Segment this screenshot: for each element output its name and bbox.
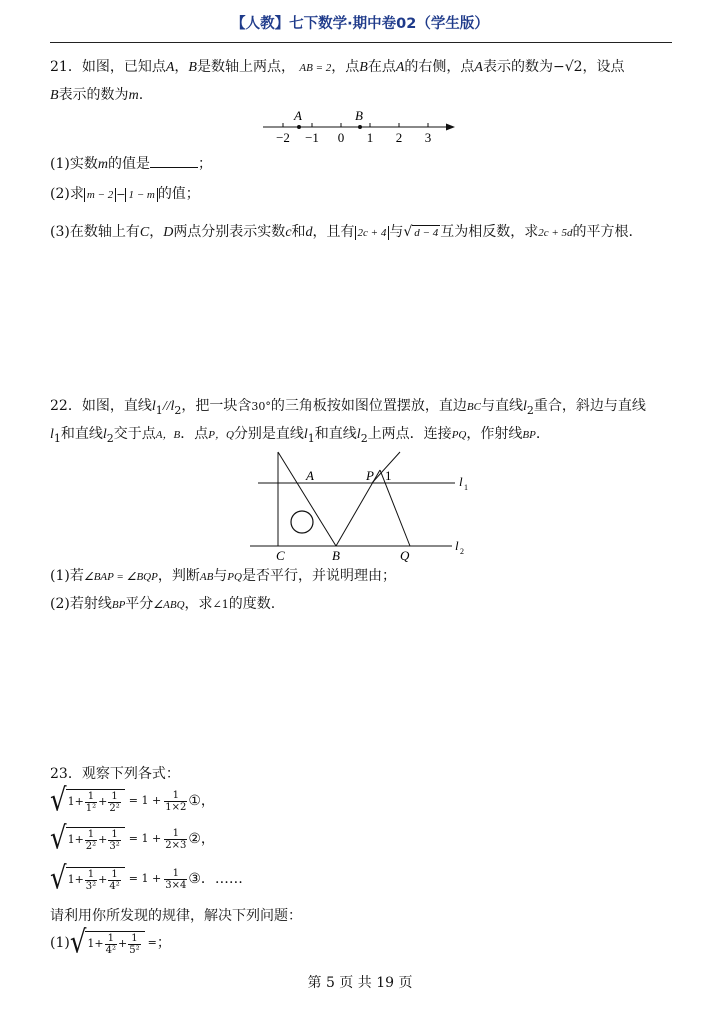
q21-sub3-text: 两点分别表示实数 bbox=[173, 224, 286, 240]
sqrt-radicand bbox=[66, 827, 125, 852]
sqrt-radicand bbox=[66, 867, 125, 892]
q22-line1 bbox=[50, 396, 646, 421]
q22-text: 上两点．连接 bbox=[367, 426, 452, 442]
equals-term: = 1 + bbox=[128, 832, 162, 845]
q23-sub1 bbox=[50, 925, 171, 961]
axis-tick-label: 3 bbox=[424, 130, 432, 145]
parallel-symbol: // bbox=[162, 399, 171, 414]
sqrt-symbol: √ bbox=[403, 224, 413, 240]
subscript: 2 bbox=[526, 403, 534, 417]
numerator: 1 bbox=[85, 869, 97, 881]
denominator: 3² bbox=[85, 880, 97, 892]
label-p: P bbox=[366, 468, 374, 483]
denominator: 4² bbox=[109, 880, 120, 892]
sqrt-symbol: √ bbox=[50, 821, 67, 857]
label-l1-sub: 1 bbox=[464, 483, 468, 492]
point-b-label: B bbox=[355, 108, 363, 123]
fraction bbox=[85, 791, 97, 814]
point-a-label: A bbox=[294, 108, 302, 123]
fraction bbox=[128, 933, 140, 956]
subscript: 1 bbox=[53, 431, 61, 445]
ruler-hole bbox=[291, 511, 313, 533]
q21-text: 在点 bbox=[367, 59, 396, 75]
q23-sub1-tail: ； bbox=[156, 935, 171, 951]
minus-sign: − bbox=[116, 188, 126, 201]
numerator: 1 bbox=[128, 933, 140, 945]
q21-var: d bbox=[305, 225, 313, 240]
denominator: 1×2 bbox=[165, 801, 187, 813]
q22-text: 和直线 bbox=[60, 426, 103, 442]
numerator: 1 bbox=[108, 791, 120, 803]
q22-sub1-text: 是否平行，并说明理由； bbox=[241, 568, 396, 584]
formula-tail: ③．…… bbox=[188, 871, 243, 887]
numerator: 1 bbox=[108, 869, 120, 881]
q21-var: A bbox=[395, 60, 405, 75]
q23-instruction: 请利用你所发现的规律，解决下列问题： bbox=[50, 908, 302, 924]
axis-tick-label: −1 bbox=[305, 130, 319, 145]
sqrt-radicand bbox=[66, 789, 125, 814]
plus-sign: + bbox=[118, 937, 128, 950]
q22-sub2-text: 的度数. bbox=[228, 596, 276, 612]
q23-formula-row bbox=[50, 783, 215, 819]
line-l-label: l bbox=[303, 427, 308, 442]
segment-label: BC bbox=[466, 401, 481, 413]
sqrt-expression: d − 4 bbox=[414, 227, 439, 239]
q22-sub1 bbox=[50, 566, 396, 587]
label-a: A bbox=[306, 468, 314, 483]
q22-text: ，作射线 bbox=[466, 426, 523, 442]
page-footer: 第 5 页 共 19 页 bbox=[307, 975, 413, 991]
angle-label: ∠ABQ bbox=[153, 599, 185, 611]
numerator: 1 bbox=[85, 829, 97, 841]
q21-sub3-text: 的平方根. bbox=[572, 224, 633, 240]
denominator: 1² bbox=[85, 802, 97, 814]
fraction bbox=[105, 933, 117, 956]
equals-sign: = bbox=[147, 936, 157, 949]
q22-text: 22．如图，直线 bbox=[50, 398, 152, 414]
q22-sub1-text: (1)若 bbox=[50, 568, 84, 584]
term: 1+ bbox=[67, 873, 84, 886]
q22-text: ．点 bbox=[180, 426, 209, 442]
q21-sub3-text: ，且有 bbox=[312, 224, 355, 240]
fraction bbox=[164, 790, 187, 813]
q21-sub3-text: ， bbox=[149, 224, 164, 240]
q21-var: B bbox=[359, 60, 368, 75]
q21-sub2-text: 的值； bbox=[157, 186, 200, 202]
q21-sub2 bbox=[50, 184, 200, 205]
page-header: 【人教】七下数学·期中卷02（学生版） bbox=[231, 16, 489, 32]
q23-title: 23．观察下列各式： bbox=[50, 766, 180, 782]
numerator: 1 bbox=[85, 791, 97, 803]
q21-sub3-text: 与 bbox=[389, 224, 404, 240]
axis-tick-label: 2 bbox=[395, 130, 403, 145]
q22-sub2-text: 平分 bbox=[125, 596, 154, 612]
sqrt-radicand bbox=[85, 931, 144, 956]
number-line-figure bbox=[255, 108, 465, 150]
q23-sub1-formula bbox=[50, 925, 171, 961]
equals-term: = 1 + bbox=[128, 794, 162, 807]
denominator: 2² bbox=[85, 840, 97, 852]
q21-line1 bbox=[50, 57, 625, 78]
term: 1+ bbox=[67, 833, 84, 846]
q21-sub1-text: ； bbox=[197, 156, 212, 172]
expression: 2c + 5d bbox=[538, 227, 573, 239]
formula-tail: ②， bbox=[188, 831, 215, 847]
q21-sub3 bbox=[50, 222, 633, 243]
abs-expression: 2c + 4 bbox=[355, 226, 390, 240]
fraction bbox=[108, 829, 120, 852]
q22-text: 分别是直线 bbox=[233, 426, 304, 442]
q21-text: . bbox=[138, 87, 144, 103]
label-l2: l bbox=[455, 538, 459, 553]
fraction bbox=[85, 829, 97, 852]
q23-formula bbox=[50, 861, 243, 897]
q21-line2 bbox=[50, 85, 143, 106]
q22-text: 与直线 bbox=[480, 398, 523, 414]
q21-text: ，点 bbox=[331, 59, 360, 75]
denominator: 5² bbox=[129, 944, 140, 956]
answer-blank bbox=[150, 153, 198, 168]
q21-var: B bbox=[50, 88, 59, 103]
q21-sub2-text: (2)求 bbox=[50, 186, 84, 202]
numerator: 1 bbox=[108, 829, 120, 841]
q21-text: 表示的数为 bbox=[58, 87, 129, 103]
line-l-label: l bbox=[522, 399, 527, 414]
label-q: Q bbox=[400, 548, 410, 563]
line-l-label: l bbox=[170, 399, 175, 414]
fraction bbox=[85, 869, 97, 892]
q21-text: ， bbox=[174, 59, 189, 75]
denominator: 3×4 bbox=[165, 879, 187, 891]
numerator: 1 bbox=[105, 933, 117, 945]
q21-var: m bbox=[128, 88, 139, 103]
plus-sign: + bbox=[98, 795, 108, 808]
line-l-label: l bbox=[50, 427, 54, 442]
numerator: 1 bbox=[164, 790, 187, 802]
q21-text: 21．如图，已知点 bbox=[50, 59, 166, 75]
q22-sub1-text: 与 bbox=[213, 568, 228, 584]
subscript: 2 bbox=[174, 403, 182, 417]
q22-line2 bbox=[50, 424, 540, 449]
q21-sub3-text: 互为相反数，求 bbox=[440, 224, 539, 240]
q23-sub1-label: (1) bbox=[50, 935, 70, 951]
q21-sub1 bbox=[50, 153, 212, 175]
label-angle-1: 1 bbox=[385, 468, 392, 483]
abs-expression: 1 − m bbox=[125, 188, 157, 202]
plus-sign: + bbox=[98, 873, 108, 886]
q23-formula bbox=[50, 783, 215, 819]
line-l-label: l bbox=[102, 427, 107, 442]
denominator: 2² bbox=[109, 802, 120, 814]
denominator: 4² bbox=[105, 944, 117, 956]
term: 1+ bbox=[87, 937, 104, 950]
segment-label: PQ bbox=[451, 429, 467, 441]
subscript: 2 bbox=[360, 431, 368, 445]
term: 1+ bbox=[67, 795, 84, 808]
fraction bbox=[164, 868, 187, 891]
angle-equation: ∠BAP = ∠BQP bbox=[83, 571, 158, 583]
q21-sub1-text: (1)实数 bbox=[50, 156, 98, 172]
q21-text: 的右侧，点 bbox=[404, 59, 475, 75]
label-l1: l bbox=[459, 474, 463, 489]
q23-formula-row bbox=[50, 821, 215, 857]
q21-var: A bbox=[165, 60, 175, 75]
point-labels: A，B bbox=[155, 429, 181, 441]
q23-formula bbox=[50, 821, 215, 857]
numerator: 1 bbox=[164, 868, 187, 880]
fraction bbox=[164, 828, 187, 851]
q21-var: D bbox=[163, 225, 174, 240]
segment-label: PQ bbox=[227, 571, 242, 583]
q21-var: B bbox=[188, 60, 197, 75]
angle-value: 30° bbox=[251, 400, 271, 413]
segment-label: AB bbox=[199, 571, 214, 583]
q21-var: C bbox=[139, 225, 150, 240]
axis-tick-label: 1 bbox=[366, 130, 374, 145]
triangle-ruler-figure bbox=[240, 450, 490, 564]
angle-label: ∠1 bbox=[212, 598, 229, 611]
q21-sub3-text: 和 bbox=[291, 224, 306, 240]
label-l2-sub: 2 bbox=[460, 547, 464, 556]
q22-sub2-text: (2)若射线 bbox=[50, 596, 112, 612]
q22-sub2-text: ，求 bbox=[184, 596, 213, 612]
ray-label: BP bbox=[111, 599, 126, 611]
q21-text: 是数轴上两点， bbox=[196, 59, 295, 75]
axis-tick-label: −2 bbox=[276, 130, 290, 145]
line-l-label: l bbox=[151, 399, 156, 414]
formula-tail: ①， bbox=[188, 793, 215, 809]
q21-text: ，设点 bbox=[582, 59, 625, 75]
q21-neg-root: −√2 bbox=[552, 59, 583, 75]
numerator: 1 bbox=[164, 828, 187, 840]
subscript: 1 bbox=[307, 431, 315, 445]
ray-label: BP bbox=[522, 429, 536, 441]
line-l-label: l bbox=[356, 427, 361, 442]
label-b: B bbox=[332, 548, 340, 563]
subscript: 2 bbox=[106, 431, 114, 445]
q21-var: m bbox=[97, 157, 108, 172]
q22-sub2 bbox=[50, 594, 275, 615]
point-labels: P，Q bbox=[208, 429, 234, 441]
q22-text: . bbox=[535, 426, 541, 442]
sqrt-symbol: √ bbox=[50, 783, 67, 819]
q21-sub3-text: (3)在数轴上有 bbox=[50, 224, 140, 240]
denominator: 3² bbox=[109, 840, 120, 852]
equals-term: = 1 + bbox=[128, 872, 162, 885]
q22-text: 交于点 bbox=[113, 426, 156, 442]
abs-expression: m − 2 bbox=[84, 188, 116, 202]
sqrt-symbol: √ bbox=[69, 925, 87, 961]
sqrt-symbol: √ bbox=[50, 861, 67, 897]
q22-sub1-text: ，判断 bbox=[157, 568, 200, 584]
q21-text: 表示的数为 bbox=[482, 59, 553, 75]
q23-formula-row bbox=[50, 861, 243, 897]
plus-sign: + bbox=[98, 833, 108, 846]
q21-var: A bbox=[474, 60, 483, 75]
fraction bbox=[108, 869, 120, 892]
q21-sub1-text: 的值是 bbox=[107, 156, 150, 172]
header-rule bbox=[50, 42, 672, 43]
q21-ab-eq: AB = 2 bbox=[299, 62, 332, 74]
q22-text: ，把一块含 bbox=[181, 398, 252, 414]
fraction bbox=[108, 791, 120, 814]
q22-text: 的三角板按如图位置摆放，直边 bbox=[270, 398, 467, 414]
denominator: 2×3 bbox=[165, 839, 187, 851]
q22-text: 重合，斜边与直线 bbox=[533, 398, 646, 414]
point-a-dot bbox=[297, 125, 301, 129]
label-c: C bbox=[276, 548, 285, 563]
axis-tick-label: 0 bbox=[337, 130, 345, 145]
q21-var: c bbox=[285, 225, 292, 240]
subscript: 1 bbox=[155, 403, 163, 417]
point-b-dot bbox=[358, 125, 362, 129]
q22-text: 和直线 bbox=[314, 426, 357, 442]
